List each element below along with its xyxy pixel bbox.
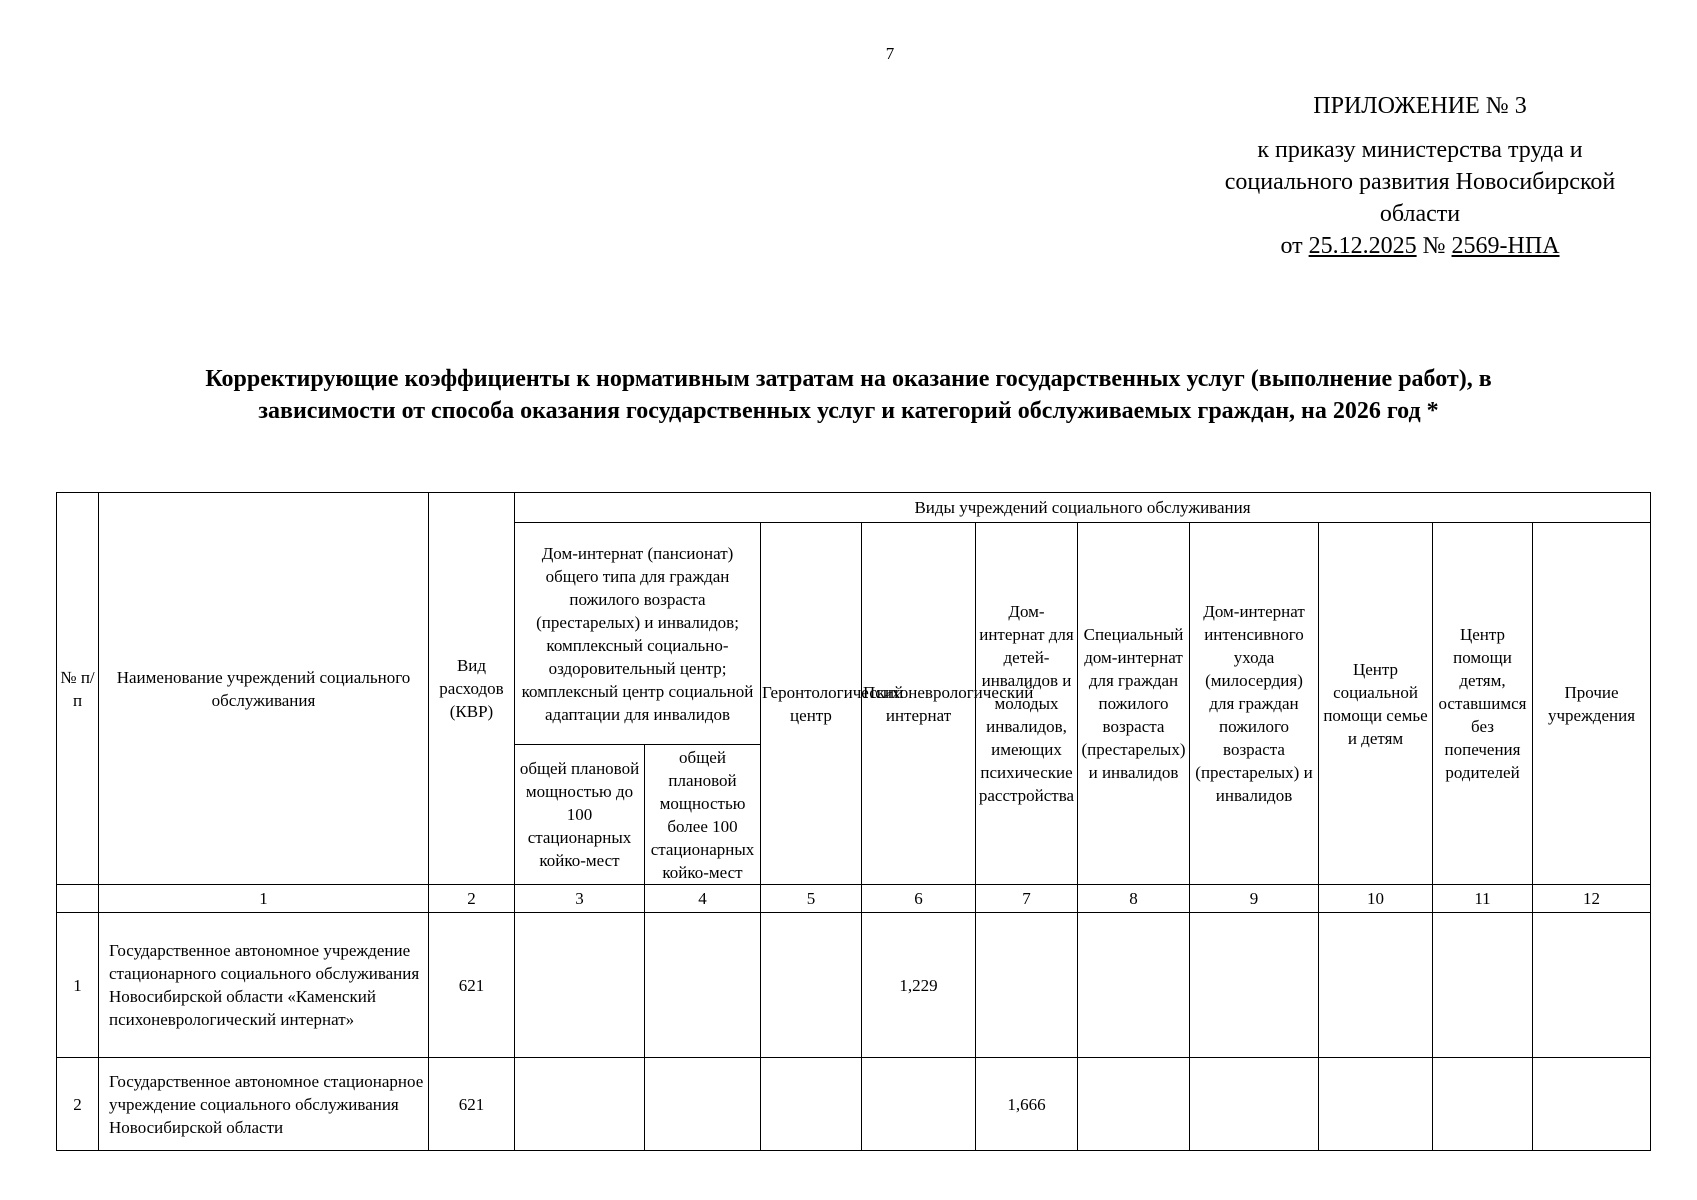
header-children-home: Дом-интернат для детей-инвалидов и молодых инвалидов, имеющих психические расстройства xyxy=(976,523,1078,885)
document-title xyxy=(60,363,1637,427)
date-prefix: от xyxy=(1280,233,1309,259)
number-prefix: № xyxy=(1416,233,1452,259)
row-num: 2 xyxy=(57,1058,99,1151)
row-num: 1 xyxy=(57,913,99,1058)
column-number: 2 xyxy=(429,885,515,913)
header-kvr: Вид расходов (КВР) xyxy=(429,493,515,885)
header-home-upto100: общей плановой мощностью до 100 стационарных койко-мест xyxy=(515,745,645,885)
row-cell xyxy=(515,913,645,1058)
header-orphans-center: Центр помощи детям, оставшимся без попечения родителей xyxy=(1433,523,1533,885)
page-number: 7 xyxy=(885,44,895,63)
row-cell xyxy=(1533,1058,1651,1151)
row-cell xyxy=(1078,913,1190,1058)
header-psycho: Психоневрологический интернат xyxy=(862,523,976,885)
column-number: 9 xyxy=(1190,885,1319,913)
header-other: Прочие учреждения xyxy=(1533,523,1651,885)
row-cell xyxy=(645,913,761,1058)
column-number: 3 xyxy=(515,885,645,913)
row-cell xyxy=(1078,1058,1190,1151)
coefficients-table xyxy=(56,492,1651,1151)
appendix-line-1: к приказу министерства труда и xyxy=(1257,137,1583,163)
table-row xyxy=(57,1058,1651,1151)
document-title-line-1: Корректирующие коэффициенты к нормативным затратам на оказание государственных услуг (выполнение работ), в xyxy=(205,366,1492,392)
header-special-home: Специальный дом-интернат для граждан пожилого возраста (престарелых) и инвалидов xyxy=(1078,523,1190,885)
row-cell xyxy=(1190,1058,1319,1151)
row-cell xyxy=(976,913,1078,1058)
column-number: 6 xyxy=(862,885,976,913)
column-number: 12 xyxy=(1533,885,1651,913)
row-cell xyxy=(515,1058,645,1151)
row-cell xyxy=(1319,913,1433,1058)
row-institution-name: Государственное автономное учреждение стационарного социального обслуживания Новосибирской области «Каменский психоневрологический интернат» xyxy=(99,913,429,1058)
row-cell: 1,666 xyxy=(976,1058,1078,1151)
column-number: 4 xyxy=(645,885,761,913)
header-family-center: Центр социальной помощи семье и детям xyxy=(1319,523,1433,885)
header-intensive-home: Дом-интернат интенсивного ухода (милосердия) для граждан пожилого возраста (престарелых) и инвалидов xyxy=(1190,523,1319,885)
header-home-over100: общей плановой мощностью более 100 стационарных койко-мест xyxy=(645,745,761,885)
header-num: № п/п xyxy=(57,493,99,885)
row-cell: 1,229 xyxy=(862,913,976,1058)
header-home-general: Дом-интернат (пансионат) общего типа для граждан пожилого возраста (престарелых) и инвалидов; комплексный социально-оздоровительный центр; комплексный центр социальной адаптации для инвалидов xyxy=(515,523,761,745)
row-cell xyxy=(1433,913,1533,1058)
appendix-reference xyxy=(1150,134,1690,262)
row-cell xyxy=(645,1058,761,1151)
column-number: 8 xyxy=(1078,885,1190,913)
order-date: 25.12.2025 xyxy=(1308,233,1417,259)
row-institution-name: Государственное автономное стационарное учреждение социального обслуживания Новосибирской области xyxy=(99,1058,429,1151)
row-kvr: 621 xyxy=(429,1058,515,1151)
document-title-line-2: зависимости от способа оказания государственных услуг и категорий обслуживаемых граждан, на 2026 год * xyxy=(258,398,1439,424)
header-institution-types: Виды учреждений социального обслуживания xyxy=(515,493,1651,523)
appendix-line-2: социального развития Новосибирской xyxy=(1224,169,1616,195)
column-number: 10 xyxy=(1319,885,1433,913)
column-number: 1 xyxy=(99,885,429,913)
row-cell xyxy=(761,913,862,1058)
appendix-title: ПРИЛОЖЕНИЕ № 3 xyxy=(1313,93,1527,119)
header-gerontology: Геронтологический центр xyxy=(761,523,862,885)
column-number: 11 xyxy=(1433,885,1533,913)
column-number: 7 xyxy=(976,885,1078,913)
column-number: 5 xyxy=(761,885,862,913)
row-kvr: 621 xyxy=(429,913,515,1058)
column-number-blank xyxy=(57,885,99,913)
table-row xyxy=(57,913,1651,1058)
row-cell xyxy=(1433,1058,1533,1151)
row-cell xyxy=(862,1058,976,1151)
row-cell xyxy=(1533,913,1651,1058)
row-cell xyxy=(1190,913,1319,1058)
header-name: Наименование учреждений социального обслуживания xyxy=(99,493,429,885)
row-cell xyxy=(761,1058,862,1151)
order-number: 2569-НПА xyxy=(1451,233,1560,259)
appendix-line-3: области xyxy=(1379,201,1461,227)
row-cell xyxy=(1319,1058,1433,1151)
appendix-date-line xyxy=(1150,230,1690,262)
